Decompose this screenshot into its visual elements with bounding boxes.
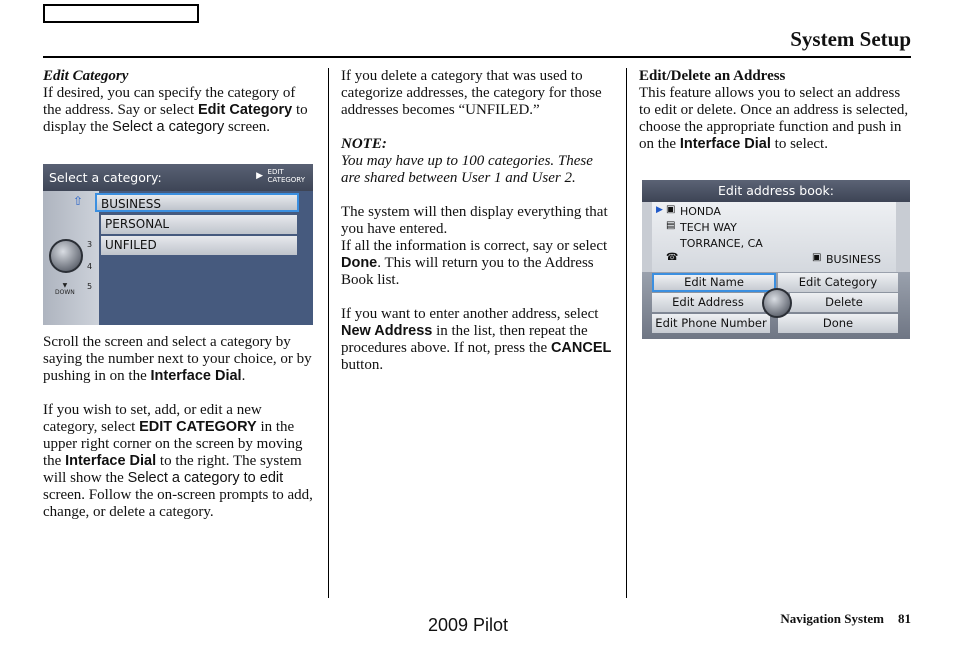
column-1	[43, 68, 315, 136]
col2-paragraph-2: The system will then display everything that you have entered.	[341, 204, 608, 237]
page-title: System Setup	[790, 27, 911, 51]
up-arrow-icon: ⇧	[73, 194, 84, 208]
pointer-arrow-icon: ▶	[656, 205, 663, 215]
edit-category-button[interactable]: EDIT CATEGORY	[267, 168, 305, 184]
street-icon: ▤	[666, 220, 676, 231]
note-text: You may have up to 100 categories. These are shared between User 1 and User 2.	[341, 153, 593, 186]
row-number-3: 3	[87, 240, 93, 249]
right-arrow-icon: ▶	[256, 171, 263, 181]
screen1-title-bar	[43, 164, 313, 191]
address-street: TECH WAY	[680, 221, 737, 234]
edit-address-book-screen	[642, 180, 910, 339]
phone-icon: ☎	[666, 252, 679, 263]
col1-paragraph-1: If desired, you can specify the category of the address. Say or select Edit Category to display the Select a category screen.	[43, 85, 308, 135]
col1-paragraph-3: If you wish to set, add, or edit a new category, select EDIT CATEGORY in the upper right corner on the screen by moving the Interface Dial to the right. The system will show the Select a category to edit screen. Follow the on-screen prompts to add, change, or delete a category.	[43, 402, 313, 520]
delete-button[interactable]: Delete	[790, 293, 898, 312]
note-label: NOTE:	[341, 136, 387, 152]
edit-delete-heading: Edit/Delete an Address	[639, 68, 786, 84]
select-category-screen	[43, 164, 313, 325]
col1-paragraph-2: Scroll the screen and select a category by saying the number next to your choice, or by pushing in on the Interface Dial.	[43, 334, 312, 384]
screen2-title: Edit address book:	[642, 180, 910, 202]
down-indicator: ▼ DOWN	[55, 282, 75, 296]
footer-section: Navigation System 81	[780, 611, 911, 626]
col2-paragraph-3: If all the information is correct, say or select Done. This will return you to the Address Book list.	[341, 238, 608, 288]
category-row-personal[interactable]: PERSONAL	[101, 215, 297, 234]
header-tab-box	[43, 4, 199, 23]
done-button[interactable]: Done	[778, 314, 898, 333]
category-icon: ▣	[812, 252, 822, 263]
edit-category-option-button[interactable]: Edit Category	[778, 273, 898, 292]
interface-dial-knob[interactable]	[49, 239, 83, 273]
column-1-lower	[43, 334, 315, 521]
col2-paragraph-1: If you delete a category that was used to categorize addresses, the category for those addresses becomes “UNFILED.”	[341, 68, 602, 118]
address-category: BUSINESS	[826, 253, 881, 266]
footer-model: 2009 Pilot	[428, 615, 509, 635]
column-2	[341, 68, 613, 374]
category-row-unfiled[interactable]: UNFILED	[101, 236, 297, 255]
address-city: TORRANCE, CA	[680, 237, 763, 250]
col2-paragraph-4: If you want to enter another address, select New Address in the list, then repeat the procedures above. If not, press the CANCEL button.	[341, 306, 612, 373]
edit-phone-number-button[interactable]: Edit Phone Number	[652, 314, 770, 333]
column-divider-1	[328, 68, 329, 598]
category-row-business[interactable]: BUSINESS	[95, 193, 299, 212]
address-name: HONDA	[680, 205, 721, 218]
edit-address-button[interactable]: Edit Address	[652, 293, 764, 312]
row-number-4: 4	[87, 262, 93, 271]
column-divider-2	[626, 68, 627, 598]
name-icon: ▣	[666, 204, 676, 215]
row-number-5: 5	[87, 282, 93, 291]
address-details-panel	[652, 202, 896, 272]
page-number: 81	[898, 611, 911, 626]
interface-dial-knob-2[interactable]	[762, 288, 792, 318]
title-rule	[43, 56, 911, 58]
screen1-title: Select a category:	[49, 170, 162, 185]
edit-name-button[interactable]: Edit Name	[652, 273, 776, 292]
col3-paragraph-1: This feature allows you to select an address to edit or delete. Once an address is selected, choose the appropriate function and push in on the Interface Dial to select.	[639, 85, 909, 152]
edit-category-heading: Edit Category	[43, 68, 129, 84]
column-3	[639, 68, 911, 153]
